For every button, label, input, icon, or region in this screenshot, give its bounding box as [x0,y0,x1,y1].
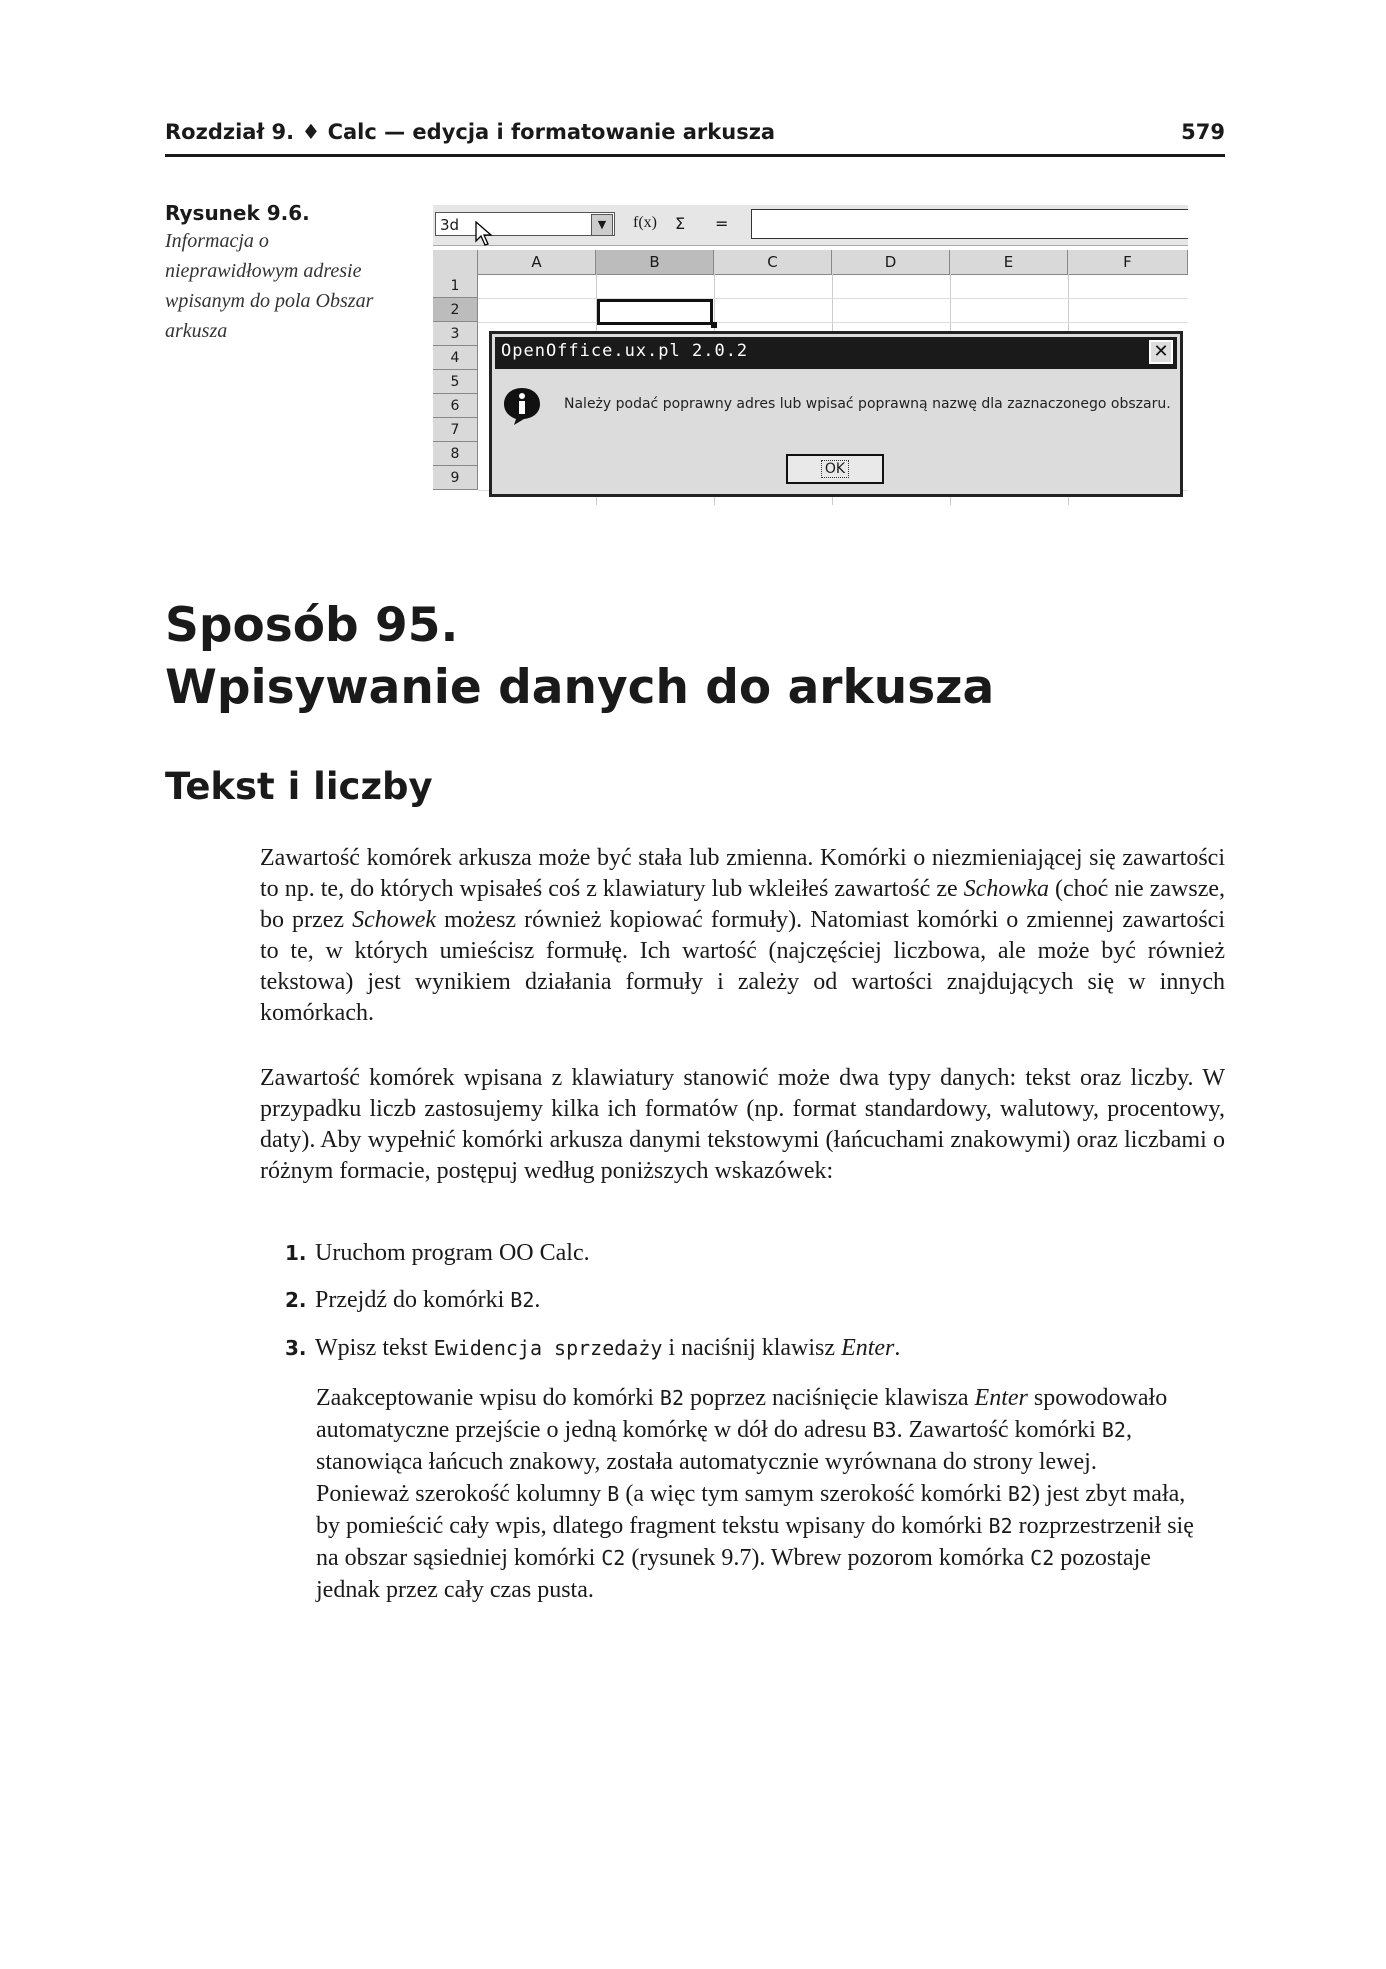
body-paragraph: Zawartość komórek wpisana z klawiatury stanowić może dwa typy danych: tekst oraz liczby. W przypadku liczb zastosujemy kilka ich formatów (np. format standardowy, walutowy, procentowy, daty). Aby wypełnić komórki arkusza danymi tekstowymi (łańcuchami znakowymi) oraz liczbami o różnym formacie, postępuj według poniższych wskazówek: [260,1065,1225,1184]
figure-caption [165,200,395,346]
column-header-row [433,250,1188,275]
text-run: rozprzestrzenił się na obszar sąsiedniej komórki [316,1513,1194,1571]
cell-reference: B [607,1482,620,1506]
dialog-title: OpenOffice.ux.pl 2.0.2 [501,341,749,361]
cell-reference: C2 [1030,1546,1055,1570]
emphasis: Schowek [352,907,437,933]
text-run: . Zawartość komórki [896,1417,1102,1443]
row-header[interactable]: 4 [433,346,478,370]
function-wizard-icon[interactable]: f(x) [633,214,657,231]
row-header[interactable]: 9 [433,466,478,490]
text-run: poprzez naciśnięcie klawisza [684,1385,975,1411]
list-text: . [894,1335,901,1361]
row-header[interactable]: 8 [433,442,478,466]
section-title [165,595,994,719]
list-number: 2. [285,1288,307,1312]
column-header[interactable]: F [1068,250,1188,274]
list-item [285,1285,540,1316]
row-header[interactable]: 6 [433,394,478,418]
text-run: (rysunek 9.7). Wbrew pozorom komórka [625,1545,1031,1571]
cell-reference: B2 [988,1514,1013,1538]
step-note [316,1382,1196,1606]
formula-input[interactable] [751,209,1188,239]
list-text: Przejdź do komórki [315,1287,511,1313]
cell-reference: B2 [1101,1418,1126,1442]
error-dialog [489,331,1183,497]
list-number: 1. [285,1241,307,1265]
cell-reference: B2 [1007,1482,1032,1506]
code-text: Ewidencja sprzedaży [433,1336,663,1360]
text-run: (a więc tym samym szerokość komórki [619,1481,1008,1507]
row-header[interactable]: 2 [433,298,478,322]
list-text: . [534,1287,541,1313]
section-name: Wpisywanie danych do arkusza [165,660,995,715]
page-number: 579 [1181,120,1225,144]
list-item [285,1238,590,1269]
mouse-cursor-icon [475,221,493,247]
figure-screenshot [433,205,1188,505]
list-item [285,1333,900,1364]
close-icon[interactable]: ✕ [1149,340,1173,364]
list-number: 3. [285,1336,307,1360]
ok-button-label: OK [821,460,849,478]
ok-button[interactable] [786,454,884,484]
sum-icon[interactable]: Σ [675,214,686,233]
column-header[interactable]: E [950,250,1068,274]
grid-line [478,322,1188,323]
text-run: spowodowało automatyczne przejście o jedną komórkę w dół do adresu [316,1385,1168,1443]
text-run: , stanowiąca łańcuch znakowy, została automatycznie wyrównana do strony lewej. Ponieważ szerokość kolumny [316,1417,1132,1507]
corner-cell[interactable] [433,250,478,274]
info-icon [502,386,542,426]
row-header[interactable]: 5 [433,370,478,394]
figure-label: Rysunek 9.6. [165,201,310,225]
figure-caption-text: Informacja o nieprawidłowym adresie wpisanym do pola Obszar arkusza [165,230,374,342]
body-paragraph [260,843,1225,1029]
column-header[interactable]: B [596,250,714,274]
text-run: Zawartość komórek arkusza może być stała lub zmienna. Komórki o niezmieniającej się zawartości to np. te, do których wpisałeś coś z klawiatury lub wkleiłeś zawartość ze [260,845,1225,902]
column-header[interactable]: D [832,250,950,274]
key-name: Enter [974,1385,1028,1411]
key-name: Enter [841,1335,895,1361]
dialog-message: Należy podać poprawny adres lub wpisać poprawną nazwę dla zaznaczonego obszaru. [564,396,1171,412]
formula-icon[interactable]: = [715,214,729,233]
running-header [165,120,1225,157]
text-run: Zaakceptowanie wpisu do komórki [316,1385,660,1411]
fill-handle[interactable] [711,322,717,328]
chapter-title: Rozdział 9. ♦ Calc — edycja i formatowanie arkusza [165,120,776,144]
grid-line [478,298,1188,299]
section-number: Sposób 95. [165,598,459,653]
chevron-down-icon[interactable]: ▼ [591,214,613,236]
list-text: Uruchom program OO Calc. [315,1240,590,1266]
row-header[interactable]: 7 [433,418,478,442]
selected-cell-b2[interactable] [597,299,713,325]
cell-reference: B2 [659,1386,685,1410]
column-header[interactable]: C [714,250,832,274]
cell-reference: B2 [510,1288,535,1312]
subsection-title: Tekst i liczby [165,765,433,808]
dialog-titlebar[interactable] [495,337,1177,369]
list-text: i naciśnij klawisz [662,1335,842,1361]
text-run: pozostaje jednak przez cały czas pusta. [316,1545,1151,1603]
row-header[interactable]: 1 [433,274,478,298]
column-header[interactable]: A [478,250,596,274]
formula-toolbar [433,205,1188,246]
row-header[interactable]: 3 [433,322,478,346]
cell-reference: C2 [601,1546,626,1570]
cell-reference: B3 [872,1418,897,1442]
emphasis: Schowka [963,876,1049,902]
text-run: możesz również kopiować formuły). Natomiast komórki o zmiennej zawartości to te, w których umieścisz formułę. Ich wartość (najczęściej liczbowa, ale może być również tekstowa) jest wynikiem działania formuły i zależy od wartości znajdujących się w innych komórkach. [260,907,1225,1026]
name-box[interactable]: 3d [435,212,615,236]
list-text: Wpisz tekst [315,1335,434,1361]
text-run: (choć nie zawsze, bo przez [260,876,1226,933]
text-run: ) jest zbyt mała, by pomieścić cały wpis, dlatego fragment tekstu wpisany do komórki [316,1481,1186,1539]
